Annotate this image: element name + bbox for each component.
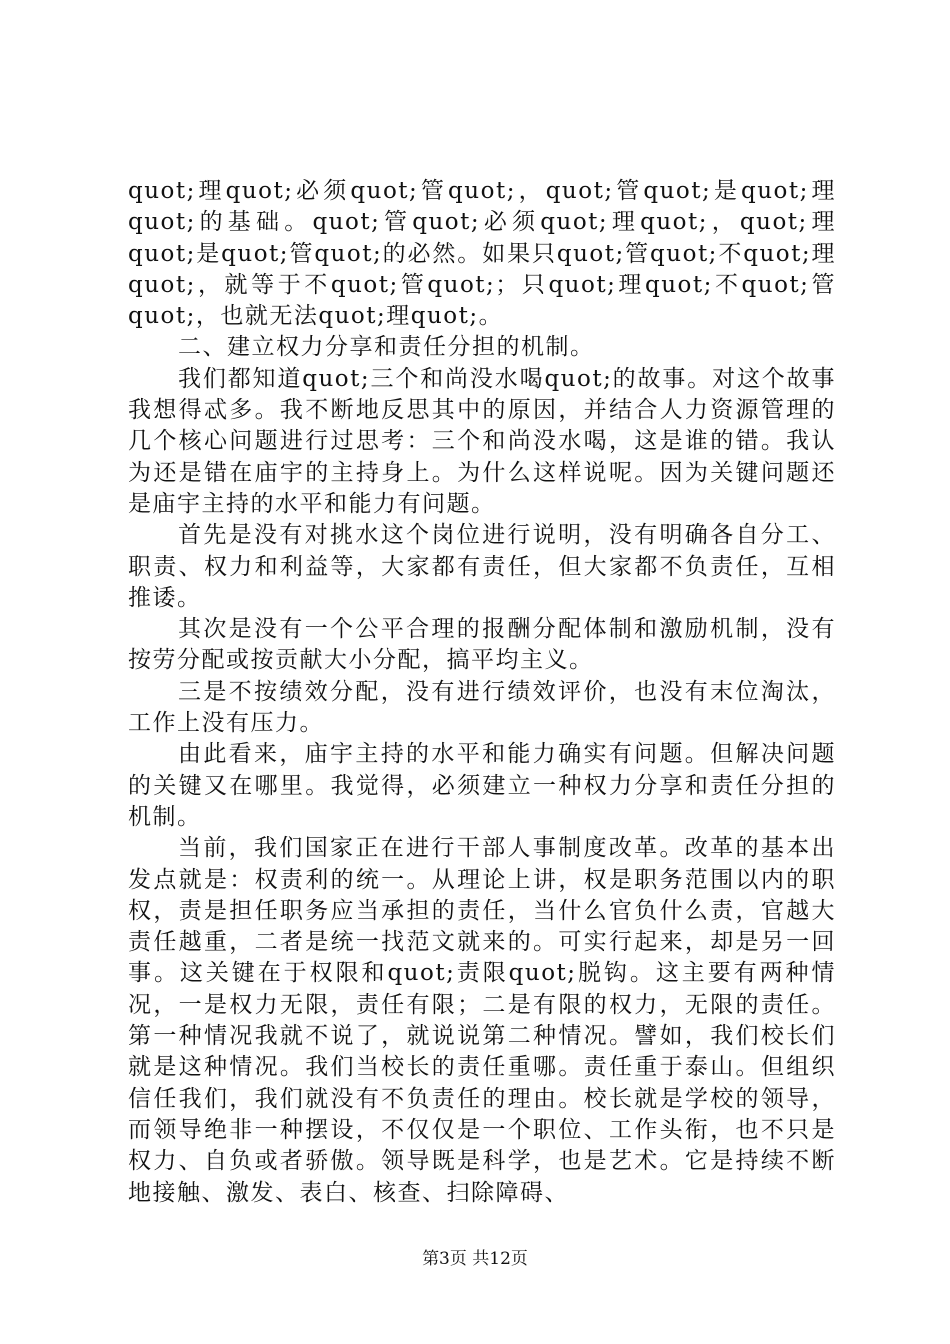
- body-text: [128, 176, 836, 1209]
- paragraph-1: quot;理quot;必须quot;管quot;，quot;管quot;是quot;理quot;的基础。quot;管quot;必须quot;理quot;，quot;理quot;是quot;管quot;的必然。如果只quot;管quot;不quot;理quot;，就等于不quot;管quot;；只quot;理quot;不quot;管quot;，也就无法quot;理quot;。: [128, 178, 836, 330]
- paragraph-8: 当前，我们国家正在进行干部人事制度改革。改革的基本出发点就是：权责利的统一。从理论上讲，权是职务范围以内的职权，责是担任职务应当承担的责任，当什么官负什么责，官越大责任越重，二者是统一找范文就来的。可实行起来，却是另一回事。这关键在于权限和quot;责限quot;脱钩。这主要有两种情况，一是权力无限，责任有限；二是有限的权力，无限的责任。第一种情况我就不说了，就说说第二种情况。譬如，我们校长们就是这种情况。我们当校长的责任重哪。责任重于泰山。但组织信任我们，我们就没有不负责任的理由。校长就是学校的领导，而领导绝非一种摆设，不仅仅是一个职位、工作头衔，也不只是权力、自负或者骄傲。领导既是科学，也是艺术。它是持续不断地接触、激发、表白、核查、扫除障碍、: [128, 835, 836, 1206]
- paragraph-3: 我们都知道quot;三个和尚没水喝quot;的故事。对这个故事我想得忒多。我不断地反思其中的原因，并结合人力资源管理的几个核心问题进行过思考：三个和尚没水喝，这是谁的错。我认为还是错在庙宇的主持身上。为什么这样说呢。因为关键问题还是庙宇主持的水平和能力有问题。: [128, 365, 836, 517]
- paragraph-7: 由此看来，庙宇主持的水平和能力确实有问题。但解决问题的关键又在哪里。我觉得，必须建立一种权力分享和责任分担的机制。: [128, 741, 836, 830]
- paragraph-5: 其次是没有一个公平合理的报酬分配体制和激励机制，没有按劳分配或按贡献大小分配，搞平均主义。: [128, 616, 836, 674]
- page-number-footer: 第3页 共12页: [422, 1249, 528, 1269]
- paragraph-4: 首先是没有对挑水这个岗位进行说明，没有明确各自分工、职责、权力和利益等，大家都有责任，但大家都不负责任，互相推诿。: [128, 522, 836, 611]
- paragraph-6: 三是不按绩效分配，没有进行绩效评价，也没有末位淘汰，工作上没有压力。: [128, 678, 836, 737]
- section-heading: 二、建立权力分享和责任分担的机制。: [178, 334, 595, 361]
